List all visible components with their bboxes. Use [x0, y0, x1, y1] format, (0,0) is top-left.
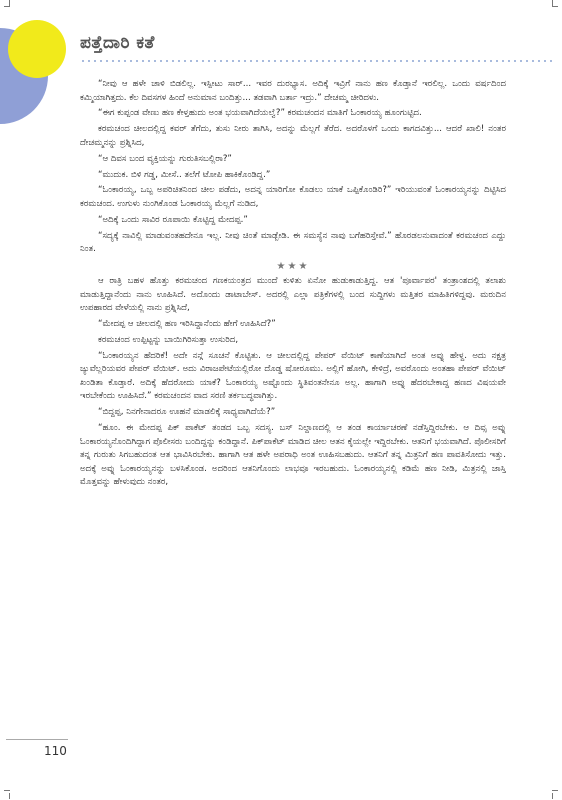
- paragraph: “ಆ ದಿವಸ ಬಂದ ವ್ಯಕ್ತಿಯನ್ನು ಗುರುತಿಸಬಲ್ಲಿರಾ?”: [98, 153, 232, 164]
- paragraph: “ಅದಿಕ್ಕೆ ಒಂದು ಸಾವಿರ ರೂಪಾಯಿ ಕೊಟ್ಟಿದ್ದ ಮೇದಪ್ಪ.”: [98, 214, 248, 225]
- paragraph: “ಮೇದಪ್ಪ ಆ ಚೀಲದಲ್ಲಿ ಹಣ ಇರಿಸಿದ್ದಾನೆಂದು ಹೇಗೆ ಊಹಿಸಿದೆ?”: [98, 319, 276, 330]
- decorative-yellow-circle: [8, 20, 66, 78]
- crop-mark-bottom-right: [552, 790, 558, 791]
- paragraph: “ಓಂಕಾರಯ್ಯ, ಒಬ್ಬ ಅಪರಿಚಿತನಿಂದ ಚೀಲ ಪಡೆದು, ಅದನ್ನ ಯಾರಿಗೋ ಕೊಡಲು ಯಾಕೆ ಒಪ್ಪಿಕೊಂಡಿರಿ?” ಇರಿಯುವಂತೆ ಓಂಕಾರಯ್ಯನನ್ನು ದಿಟ್ಟಿಸಿದ ಕರಮಚಂದ. ಉಗುಳು ನುಂಗಿಕೊಂಡ ಓಂಕಾರಯ್ಯ ಮೆಲ್ಲಗೆ ನುಡಿದ,: [80, 185, 506, 209]
- scene-break: ★★★: [276, 260, 310, 272]
- paragraph: “ಓಂಕಾರಯ್ಯನ ಹೆದರಿಕೆ! ಅದೇ ನನ್ಗೆ ಸೂಚನೆ ಕೊಟ್ಟಿತು. ಆ ಚೀಲದಲ್ಲಿದ್ದ ಪೇಪರ್ ವೆಯಿಟ್ ಕಾಣೆಯಾಗಿದೆ ಅಂತ ಅವ್ನು ಹೇಳ್ದ. ಅದು ನಕ್ಷತ್ರ ಜ್ಯುವೆಲ್ಲರಿಯವರ ಪೇಪರ್ ವೆಯಿಟ್. ಅದು ವಿರಾಜಪೇಟೆಯಲ್ಲಿರೋ ದೊಡ್ಡ ಷೋರೂಮು. ಅಲ್ಲಿಗೆ ಹೋಗಿ, ಕೇಳಿದ್ರೆ, ಅವರೊಂದು ಅಂತಹಾ ಪೇಪರ್ ವೆಯಿಟ್ ಖಂಡಿತಾ ಕೊಡ್ತಾರೆ. ಅದಿಕ್ಕೆ ಹೆದರೋದು ಯಾಕೆ? ಓಂಕಾರಯ್ಯ ಅಷ್ಟೊಂದು ಸ್ಥಿತಿವಂತನೇನೂ ಅಲ್ಲ. ಹಾಗಾಗಿ ಅವ್ನು ಹೆದರಬೇಕಾದ್ದ ಹಣದ ವಿಷಯವೇ ಇರಬೇಕೆಂದು ಊಹಿಸಿದೆ.” ಕರಮಚಂದನ ವಾದ ಸರಣಿ ತರ್ಕಬದ್ಧವಾಗಿತ್ತು.: [80, 350, 506, 402]
- crop-mark-top-right-v: [552, 0, 553, 6]
- crop-mark-top-right: [552, 6, 558, 7]
- paragraph: “ಈಗ ಕುಪ್ಪಂಡ ವೇಣು ಹಣ ಕೇಳ್ತಹುದು ಅಂತ ಭಯವಾಗಿದೆಯಲ್ವೆ?” ಕರಮಚಂದನ ಮಾತಿಗೆ ಓಂಕಾರಯ್ಯ ಹೂಂಗುಟ್ಟಿದ.: [98, 108, 422, 119]
- paragraph: “ಬಿದ್ದಪ್ಪ, ನಿನಗೇನಾದರೂ ಊಹನೆ ಮಾಡಲಿಕ್ಕೆ ಸಾಧ್ಯವಾಗಿದೆಯೆ?”: [98, 407, 276, 418]
- crop-mark-bottom-left: [4, 790, 10, 791]
- paragraph: ಕರಮಚಂದ ಚೀಲದಲ್ಲಿದ್ದ ಕವರ್ ತೆಗೆದು, ತುಸು ನೀರು ತಾಗಿಸಿ, ಅದನ್ನು ಮೆಲ್ಲಗೆ ತೆರೆದ. ಅದರೊಳಗೆ ಒಂದು ಕಾಗದವಿತ್ತು... ಆದರೆ ಖಾಲಿ! ನಂತರ ದೇಚಮ್ಮನನ್ನು ಪ್ರಶ್ನಿಸಿದ,: [80, 124, 506, 148]
- paragraph: “ಮುದುಕ. ಬಿಳಿ ಗಡ್ಡ, ಮೀಸೆ.. ತಲೆಗೆ ಟೋಪಿ ಹಾಕಿಕೊಂಡಿದ್ದ.”: [98, 169, 271, 180]
- dotted-divider: [80, 60, 556, 62]
- paragraph: “ನೀವು ಆ ಹಳೇ ಚಾಳಿ ಬಿಡಲಿಲ್ಲ. ಇಸ್ಪೀಟು ಸಾರ್... ಇವರ ದುರಭ್ಯಾಸ. ಅದಿಕ್ಕೆ ಇವ್ರಿಗೆ ನಾನು ಹಣ ಕೊಡ್ತಾನೆ ಇರಲಿಲ್ಲ. ಒಂದು ವರ್ಷದಿಂದ ಕಮ್ಮಿಯಾಗಿತ್ತದು. ಕೆಲ ದಿವಸಗಳ ಹಿಂದೆ ಅನುಮಾನ ಬಂದಿತ್ತು... ತಡವಾಗಿ ಬರ್ತಾ ಇದ್ರು.” ದೇಚಮ್ಮ ಚೀರಿದಳು.: [80, 79, 506, 103]
- paragraph: “ಸದ್ಯಕ್ಕೆ ನಾವಿಲ್ಲಿ ಮಾಡುವಂತಹದೇನೂ ಇಲ್ಲ. ನೀವು ಚಿಂತೆ ಮಾಡ್ಬೇಡಿ. ಈ ಸಮಸ್ಯೆನ ನಾವು ಬಗೆಹರಿಸ್ತೇವೆ.” ಹೊರಡಲನುವಾದಂತೆ ಕರಮಚಂದ ಎದ್ದು ನಿಂತ.: [80, 230, 506, 255]
- page-number: 110: [44, 744, 67, 758]
- crop-mark-top-left: [4, 6, 10, 7]
- paragraph: ಆ ರಾತ್ರಿ ಬಹಳ ಹೊತ್ತು ಕರಮಚಂದ ಗಣಕಯಂತ್ರದ ಮುಂದೆ ಕುಳಿತು ಏನೋ ಹುಡುಕಾಡುತ್ತಿದ್ದ. ಆತ 'ಪೂರ್ವಾಪರ' ತಂತ್ರಾಂಶದಲ್ಲಿ ತಲಾಶು ಮಾಡುತ್ತಿದ್ದಾನೆಂದು ನಾನು ಊಹಿಸಿದೆ. ಅದೊಂದು ಡಾಟಾಬೇಸ್. ಅದರಲ್ಲಿ ಎಲ್ಲಾ ಪತ್ರಿಕೆಗಳಲ್ಲಿ ಬಂದ ಸುದ್ದಿಗಳು ಮತ್ತಿತರ ಮಾಹಿತಿಗಳಿದ್ದವು. ಮರುದಿನ ಉಪಹಾರದ ವೇಳೆಯಲ್ಲಿ ನಾನು ಪ್ರಶ್ನಿಸಿದೆ,: [80, 276, 506, 314]
- crop-mark-bottom-left-v: [9, 793, 10, 799]
- section-title: ಪತ್ತೆದಾರಿ ಕತೆ: [80, 33, 155, 53]
- story-body: [80, 78, 506, 738]
- page-number-rule: [6, 739, 68, 740]
- paragraph: ಕರಮಚಂದ ಉಪ್ಪಿಟ್ಟನ್ನು ಬಾಯಿಗಿರಿಸುತ್ತಾ ಉಸುರಿದ,: [98, 335, 239, 346]
- crop-mark-top-left-v: [9, 0, 10, 6]
- crop-mark-bottom-right-v: [552, 793, 553, 799]
- paragraph: “ಹೂಂ. ಈ ಮೇದಪ್ಪ ಪಿಕ್ ಪಾಕೆಟ್ ತಂಡದ ಒಬ್ಬ ಸದಸ್ಯ. ಬಸ್ ನಿಲ್ದಾಣದಲ್ಲಿ ಆ ತಂಡ ಕಾರ್ಯಾಚರಣೆ ನಡೆಸ್ತಿದ್ದಿರಬೇಕು. ಆ ದಿವ್ಸ ಅವ್ನು ಓಂಕಾರಯ್ಯನೊಂದಿಗಿದ್ದಾಗ ಪೊಲೀಸರು ಬಂದಿದ್ದನ್ನು ಕಂಡಿದ್ದಾನೆ. ಪಿಕ್‌ಪಾಕೆಟ್ ಮಾಡಿದ ಚೀಲ ಆತನ ಕೈಯಲ್ಲೇ ಇದ್ದಿರಬೇಕು. ಆತನಿಗೆ ಭಯವಾಗಿದೆ. ಪೊಲೀಸರಿಗೆ ತನ್ನ ಗುರುತು ಸಿಗಬಹುದಂತ ಆತ ಭಾವಿಸಿರಬೇಕು. ಹಾಗಾಗಿ ಆತ ಹಳೇ ಅಪರಾಧಿ ಅಂತ ಊಹಿಸಬಹುದು. ಆತನಿಗೆ ತನ್ನ ಮಿತ್ರನಿಗೆ ಹಣ ಪಾವತಿಸೋದು ಇತ್ತು. ಅದಕ್ಕೆ ಅವ್ನು ಓಂಕಾರಯ್ಯನನ್ನು ಬಳಸಿಕೊಂಡ. ಅದರಿಂದ ಆತನಿಗೊಂದು ಲಾಭವೂ ಇರಬಹುದು. ಓಂಕಾರಯ್ಯನಲ್ಲಿ ಕಡಿಮೆ ಹಣ ನೀಡಿ, ಮಿತ್ರನಲ್ಲಿ ಜಾಸ್ತಿ ಮೊತ್ತವನ್ನು ಹೇಳುವುದು ನಂತರ,: [80, 423, 506, 488]
